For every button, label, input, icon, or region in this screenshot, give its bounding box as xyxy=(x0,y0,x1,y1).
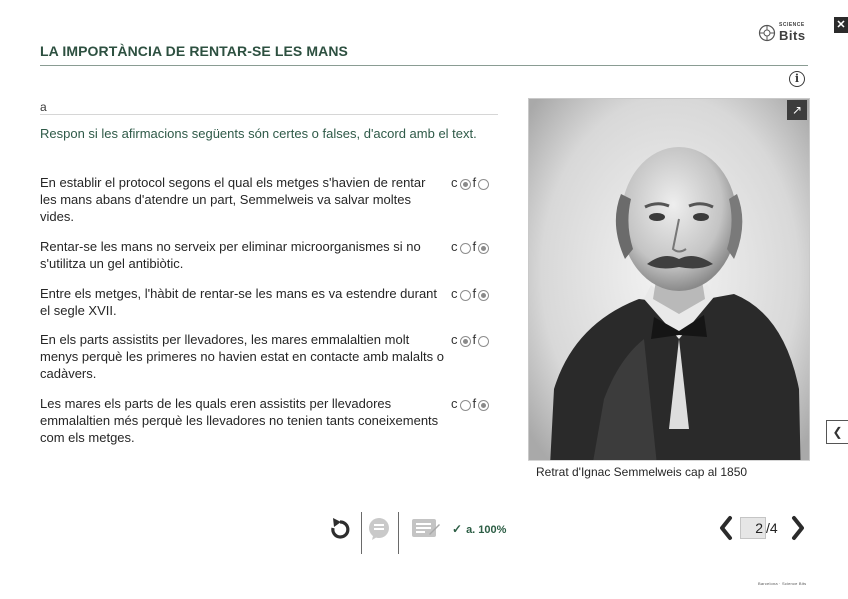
true-false-choices xyxy=(445,285,491,319)
chevron-left-icon xyxy=(718,515,734,541)
page-title: LA IMPORTÀNCIA DE RENTAR-SE LES MANS xyxy=(40,43,348,59)
true-radio[interactable] xyxy=(460,243,471,254)
true-radio[interactable] xyxy=(460,400,471,411)
true-radio[interactable] xyxy=(460,290,471,301)
statement-text: Entre els metges, l'hàbit de rentar-se les mans es va estendre durant el segle XVII. xyxy=(40,286,438,318)
false-letter: f xyxy=(472,286,477,301)
false-letter: f xyxy=(472,396,477,411)
next-page-button[interactable] xyxy=(790,515,806,541)
statement-text: En els parts assistits per llevadores, les mares emmalaltien molt menys perquè les primeres no havien estat en contacte amb malalts o cadàvers. xyxy=(40,332,444,381)
false-letter: f xyxy=(472,175,477,190)
reset-icon xyxy=(330,516,350,540)
true-radio[interactable] xyxy=(460,336,471,347)
true-false-choices xyxy=(445,174,491,225)
statement-row xyxy=(40,395,500,446)
image-caption: Retrat d'Ignac Semmelweis cap al 1850 xyxy=(528,460,810,484)
toolbar-separator xyxy=(398,512,399,554)
comment-button[interactable] xyxy=(367,517,391,541)
true-option[interactable] xyxy=(451,285,473,302)
statement-text: En establir el protocol segons el qual els metges s'havien de rentar les mans abans d'atendre un part, Semmelweis va salvar moltes vides. xyxy=(40,175,426,224)
previous-page-button[interactable] xyxy=(718,515,734,541)
activity-instructions: Respon si les afirmacions següents són certes o falses, d'acord amb el text. xyxy=(40,126,477,141)
false-radio[interactable] xyxy=(478,243,489,254)
footer-note: Barcelona · Science Bits xyxy=(758,581,807,586)
false-option[interactable] xyxy=(473,238,492,255)
false-letter: f xyxy=(472,239,477,254)
logo-icon xyxy=(758,24,776,42)
statement-row xyxy=(40,174,500,225)
true-false-choices xyxy=(445,331,491,382)
activity-divider xyxy=(40,114,498,115)
true-option[interactable] xyxy=(451,331,473,348)
false-radio[interactable] xyxy=(478,179,489,190)
false-option[interactable] xyxy=(473,395,492,412)
side-panel-tab[interactable]: ❮ xyxy=(826,420,848,444)
info-icon[interactable]: i xyxy=(789,71,805,87)
false-radio[interactable] xyxy=(478,290,489,301)
close-button[interactable]: ✕ xyxy=(834,17,848,33)
current-page-input[interactable]: 2 xyxy=(740,517,766,539)
false-option[interactable] xyxy=(473,174,492,191)
chevron-right-icon xyxy=(790,515,806,541)
true-option[interactable] xyxy=(451,174,473,191)
statement-row xyxy=(40,238,500,272)
check-icon: ✓ xyxy=(452,522,463,536)
true-letter: c xyxy=(451,239,458,254)
logo-small-text: SCIENCE xyxy=(779,22,805,28)
report-icon xyxy=(411,517,441,539)
reset-button[interactable] xyxy=(330,516,350,540)
statement-text: Les mares els parts de les quals eren assistits per llevadores emmalaltien més perquè les llevadores no tenien tants coneixements com els metges. xyxy=(40,396,439,445)
false-option[interactable] xyxy=(473,331,492,348)
expand-image-button[interactable]: ↗ xyxy=(787,100,807,120)
false-option[interactable] xyxy=(473,285,492,302)
title-divider xyxy=(40,65,808,66)
false-radio[interactable] xyxy=(478,400,489,411)
true-false-choices xyxy=(445,238,491,272)
score-text: a. 100% xyxy=(466,524,507,536)
statement-row xyxy=(40,331,500,382)
true-letter: c xyxy=(451,332,458,347)
science-bits-logo xyxy=(758,23,806,42)
true-false-choices xyxy=(445,395,491,446)
logo-big-text: Bits xyxy=(779,28,806,43)
false-radio[interactable] xyxy=(478,336,489,347)
report-button[interactable] xyxy=(411,517,441,539)
score-indicator xyxy=(452,522,506,536)
true-letter: c xyxy=(451,286,458,301)
portrait-image[interactable] xyxy=(528,98,810,484)
true-letter: c xyxy=(451,396,458,411)
toolbar-separator xyxy=(361,512,362,554)
true-radio[interactable] xyxy=(460,179,471,190)
page-total: /4 xyxy=(766,520,778,536)
true-option[interactable] xyxy=(451,238,473,255)
true-letter: c xyxy=(451,175,458,190)
false-letter: f xyxy=(472,332,477,347)
portrait-illustration xyxy=(529,99,810,484)
activity-label: a xyxy=(40,100,47,114)
statement-row xyxy=(40,285,500,319)
true-option[interactable] xyxy=(451,395,473,412)
comment-icon xyxy=(367,517,391,541)
statement-text: Rentar-se les mans no serveix per eliminar microorganismes si no s'utilitza un gel antibiòtic. xyxy=(40,239,421,271)
